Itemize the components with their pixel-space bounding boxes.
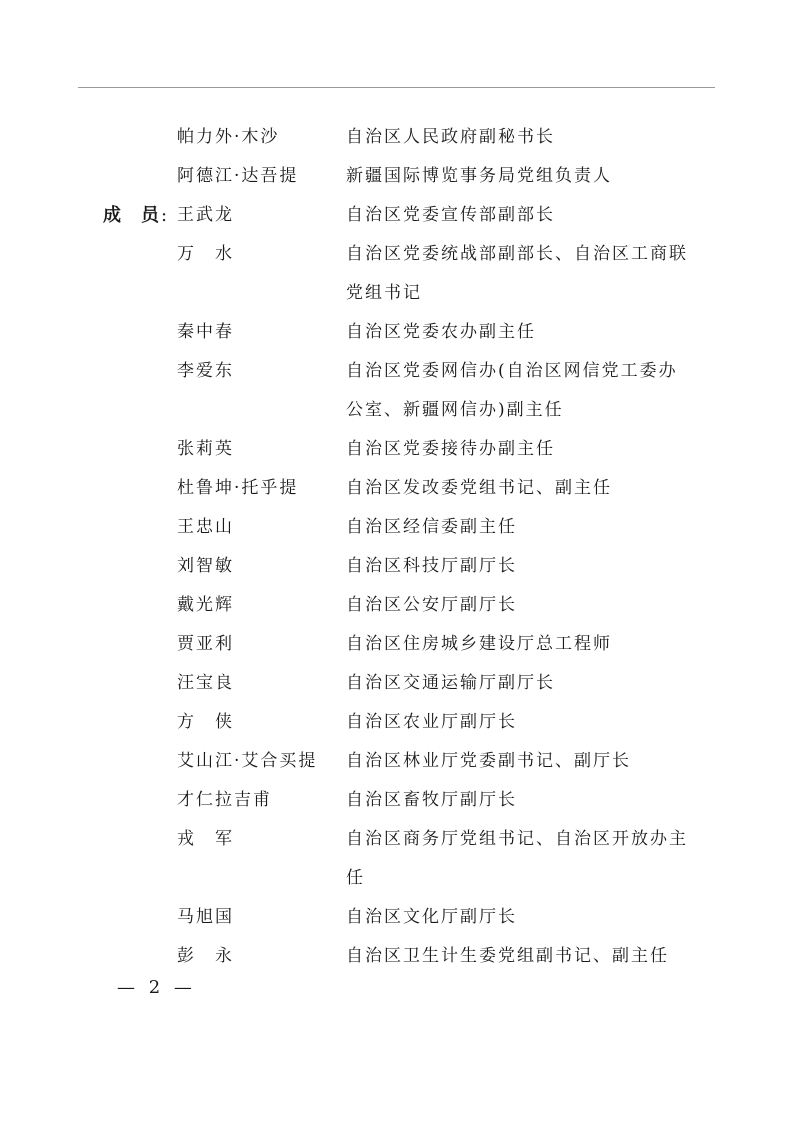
page-number: — 2 — xyxy=(117,977,196,998)
member-name: 帕力外·木沙 xyxy=(177,127,280,147)
member-title: 自治区交通运输厅副厅长 xyxy=(346,673,555,693)
member-name: 万 水 xyxy=(177,244,234,264)
member-title: 自治区科技厅副厅长 xyxy=(346,556,517,576)
member-title: 自治区住房城乡建设厅总工程师 xyxy=(346,634,612,654)
member-entry xyxy=(0,742,793,781)
section-label-char: 员 xyxy=(141,205,159,226)
member-name: 戎 军 xyxy=(177,829,234,849)
member-name: 马旭国 xyxy=(177,907,234,927)
member-name: 贾亚利 xyxy=(177,634,234,654)
member-title: 自治区公安厅副厅长 xyxy=(346,595,517,615)
member-entry xyxy=(0,781,793,820)
member-name: 李爱东 xyxy=(177,361,234,381)
section-label-char: 成 xyxy=(103,205,121,226)
member-entry xyxy=(0,547,793,586)
section-label-colon: : xyxy=(161,205,168,226)
member-entry xyxy=(0,313,793,352)
member-title: 自治区党委网信办(自治区网信党工委办公室、新疆网信办)副主任 xyxy=(346,361,678,420)
member-title: 自治区发改委党组书记、副主任 xyxy=(346,478,612,498)
member-title: 自治区党委接待办副主任 xyxy=(346,439,555,459)
member-name: 王忠山 xyxy=(177,517,234,537)
member-name: 王武龙 xyxy=(177,205,234,225)
member-title: 自治区商务厅党组书记、自治区开放办主任 xyxy=(346,829,688,888)
member-entry xyxy=(0,157,793,196)
member-entry xyxy=(0,196,793,235)
member-name: 艾山江·艾合买提 xyxy=(177,751,318,771)
member-title: 自治区文化厅副厅长 xyxy=(346,907,517,927)
member-title: 自治区林业厅党委副书记、副厅长 xyxy=(346,751,631,771)
member-title: 自治区人民政府副秘书长 xyxy=(346,127,555,147)
header-rule xyxy=(78,87,715,88)
member-name: 刘智敏 xyxy=(177,556,234,576)
member-title: 自治区经信委副主任 xyxy=(346,517,517,537)
member-entry xyxy=(0,469,793,508)
member-entry xyxy=(0,937,793,976)
member-name: 才仁拉吉甫 xyxy=(177,790,272,810)
member-name: 秦中春 xyxy=(177,322,234,342)
member-name: 阿德江·达吾提 xyxy=(177,166,299,186)
member-entry xyxy=(0,898,793,937)
member-title: 自治区党委农办副主任 xyxy=(346,322,536,342)
member-entry xyxy=(0,430,793,469)
member-entry xyxy=(0,820,793,898)
member-entry xyxy=(0,664,793,703)
member-entry xyxy=(0,625,793,664)
member-title: 自治区农业厅副厅长 xyxy=(346,712,517,732)
member-title: 自治区畜牧厅副厅长 xyxy=(346,790,517,810)
member-name: 张莉英 xyxy=(177,439,234,459)
member-title: 新疆国际博览事务局党组负责人 xyxy=(346,166,612,186)
member-title: 自治区党委宣传部副部长 xyxy=(346,205,555,225)
member-title: 自治区卫生计生委党组副书记、副主任 xyxy=(346,946,669,966)
member-name: 方 侠 xyxy=(177,712,234,732)
member-entry xyxy=(0,703,793,742)
member-entry xyxy=(0,118,793,157)
member-entry xyxy=(0,586,793,625)
member-entry xyxy=(0,352,793,430)
members-section-label xyxy=(103,196,167,235)
member-name: 彭 永 xyxy=(177,946,234,966)
member-roster xyxy=(0,118,793,976)
member-name: 汪宝良 xyxy=(177,673,234,693)
member-entry xyxy=(0,235,793,313)
member-name: 杜鲁坤·托乎提 xyxy=(177,478,299,498)
member-entry xyxy=(0,508,793,547)
member-title: 自治区党委统战部副部长、自治区工商联党组书记 xyxy=(346,244,688,303)
member-name: 戴光辉 xyxy=(177,595,234,615)
